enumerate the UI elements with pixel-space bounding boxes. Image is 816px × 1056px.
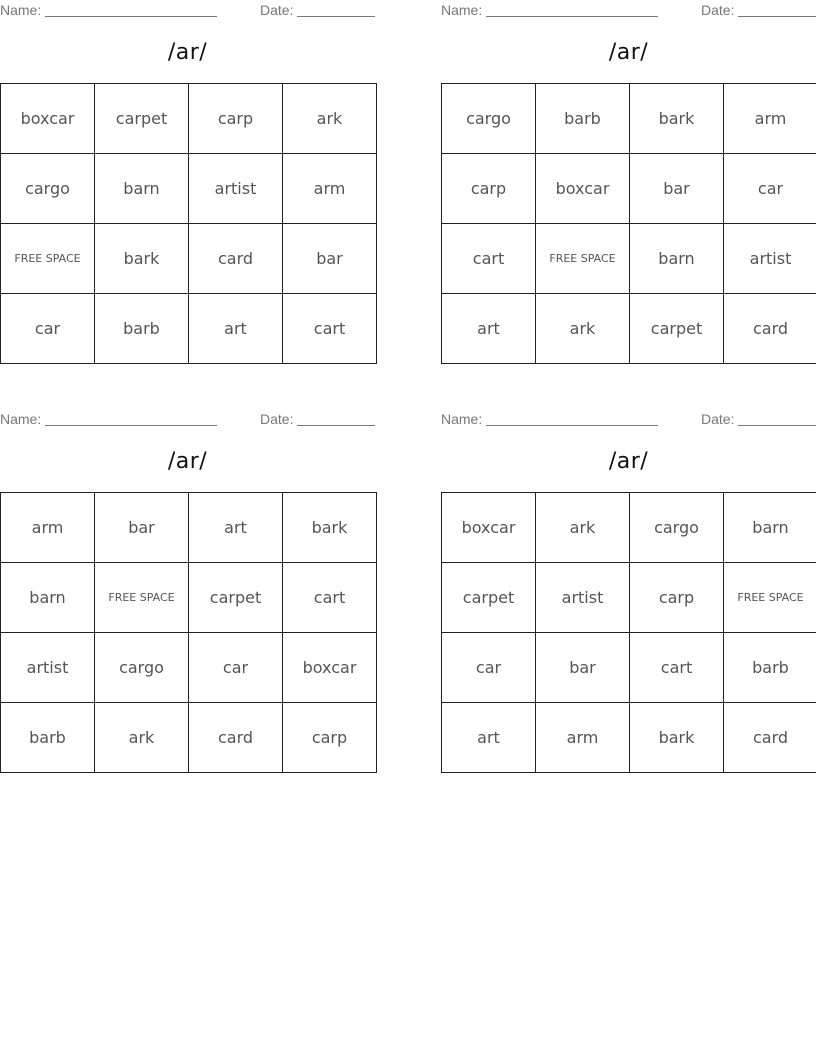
date-label: Date: [260,411,294,427]
grid-cell: bar [95,493,189,563]
date-label: Date: [701,2,735,18]
grid-cell: bark [95,224,189,294]
bingo-grid [0,83,377,364]
date-blank-line [297,16,375,17]
grid-cell: carp [630,563,724,633]
grid-cell: carpet [95,84,189,154]
grid-cell: car [1,294,95,364]
grid-cell: barb [724,633,816,703]
grid-cell: arm [1,493,95,563]
grid-cell: carp [189,84,283,154]
grid-cell: bar [630,154,724,224]
grid-cell: ark [536,493,630,563]
free-space-cell: FREE SPACE [724,563,816,633]
free-space-cell: FREE SPACE [536,224,630,294]
card-title: /ar/ [167,40,208,65]
grid-cell: card [189,224,283,294]
name-label: Name: [441,411,483,427]
grid-cell: arm [283,154,377,224]
grid-cell: bark [630,703,724,773]
grid-row [442,154,816,224]
grid-cell: carp [283,703,377,773]
free-space-cell: FREE SPACE [1,224,95,294]
grid-cell: arm [724,84,816,154]
card-header [0,0,375,22]
grid-cell: barb [1,703,95,773]
grid-row [442,493,816,563]
grid-row [442,703,816,773]
bingo-card-4 [441,409,816,747]
grid-row [442,224,816,294]
grid-cell: carpet [630,294,724,364]
grid-row [1,563,377,633]
grid-cell: cargo [95,633,189,703]
card-header [0,409,375,431]
grid-cell: boxcar [283,633,377,703]
grid-cell: boxcar [1,84,95,154]
grid-cell: barb [95,294,189,364]
grid-row [442,84,816,154]
grid-cell: barn [630,224,724,294]
card-header [441,409,816,431]
grid-cell: arm [536,703,630,773]
name-label: Name: [0,2,42,18]
grid-cell: car [442,633,536,703]
grid-row [1,633,377,703]
name-blank-line [45,425,217,426]
bingo-card-2 [441,0,816,338]
name-label: Name: [0,411,42,427]
bingo-card-1 [0,0,375,338]
card-title: /ar/ [608,449,649,474]
grid-cell: art [442,294,536,364]
grid-row [1,84,377,154]
grid-cell: cargo [442,84,536,154]
name-blank-line [45,16,217,17]
grid-cell: ark [95,703,189,773]
grid-cell: bar [536,633,630,703]
grid-cell: card [189,703,283,773]
grid-cell: artist [536,563,630,633]
grid-cell: bark [630,84,724,154]
grid-cell: cart [283,563,377,633]
name-blank-line [486,425,658,426]
grid-cell: carp [442,154,536,224]
grid-cell: cart [442,224,536,294]
grid-cell: artist [1,633,95,703]
grid-cell: art [189,493,283,563]
grid-cell: art [189,294,283,364]
grid-cell: card [724,294,816,364]
date-blank-line [738,16,816,17]
grid-cell: car [724,154,816,224]
grid-cell: carpet [442,563,536,633]
grid-cell: ark [283,84,377,154]
free-space-cell: FREE SPACE [95,563,189,633]
card-title: /ar/ [167,449,208,474]
grid-cell: cart [630,633,724,703]
grid-cell: art [442,703,536,773]
grid-cell: bar [283,224,377,294]
grid-cell: bark [283,493,377,563]
grid-cell: carpet [189,563,283,633]
grid-cell: cart [283,294,377,364]
grid-cell: barn [1,563,95,633]
grid-cell: boxcar [536,154,630,224]
bingo-grid [0,492,377,773]
grid-row [442,633,816,703]
grid-cell: card [724,703,816,773]
grid-cell: barn [95,154,189,224]
grid-cell: boxcar [442,493,536,563]
card-title: /ar/ [608,40,649,65]
grid-cell: car [189,633,283,703]
card-header [441,0,816,22]
grid-cell: ark [536,294,630,364]
date-blank-line [738,425,816,426]
grid-row [1,294,377,364]
grid-row [442,294,816,364]
name-label: Name: [441,2,483,18]
date-label: Date: [260,2,294,18]
grid-cell: artist [189,154,283,224]
grid-cell: barn [724,493,816,563]
bingo-grid [441,83,816,364]
date-blank-line [297,425,375,426]
grid-cell: barb [536,84,630,154]
grid-row [442,563,816,633]
date-label: Date: [701,411,735,427]
bingo-grid [441,492,816,773]
grid-row [1,703,377,773]
bingo-card-3 [0,409,375,747]
name-blank-line [486,16,658,17]
grid-row [1,493,377,563]
grid-cell: cargo [1,154,95,224]
grid-cell: artist [724,224,816,294]
grid-row [1,154,377,224]
grid-cell: cargo [630,493,724,563]
grid-row [1,224,377,294]
